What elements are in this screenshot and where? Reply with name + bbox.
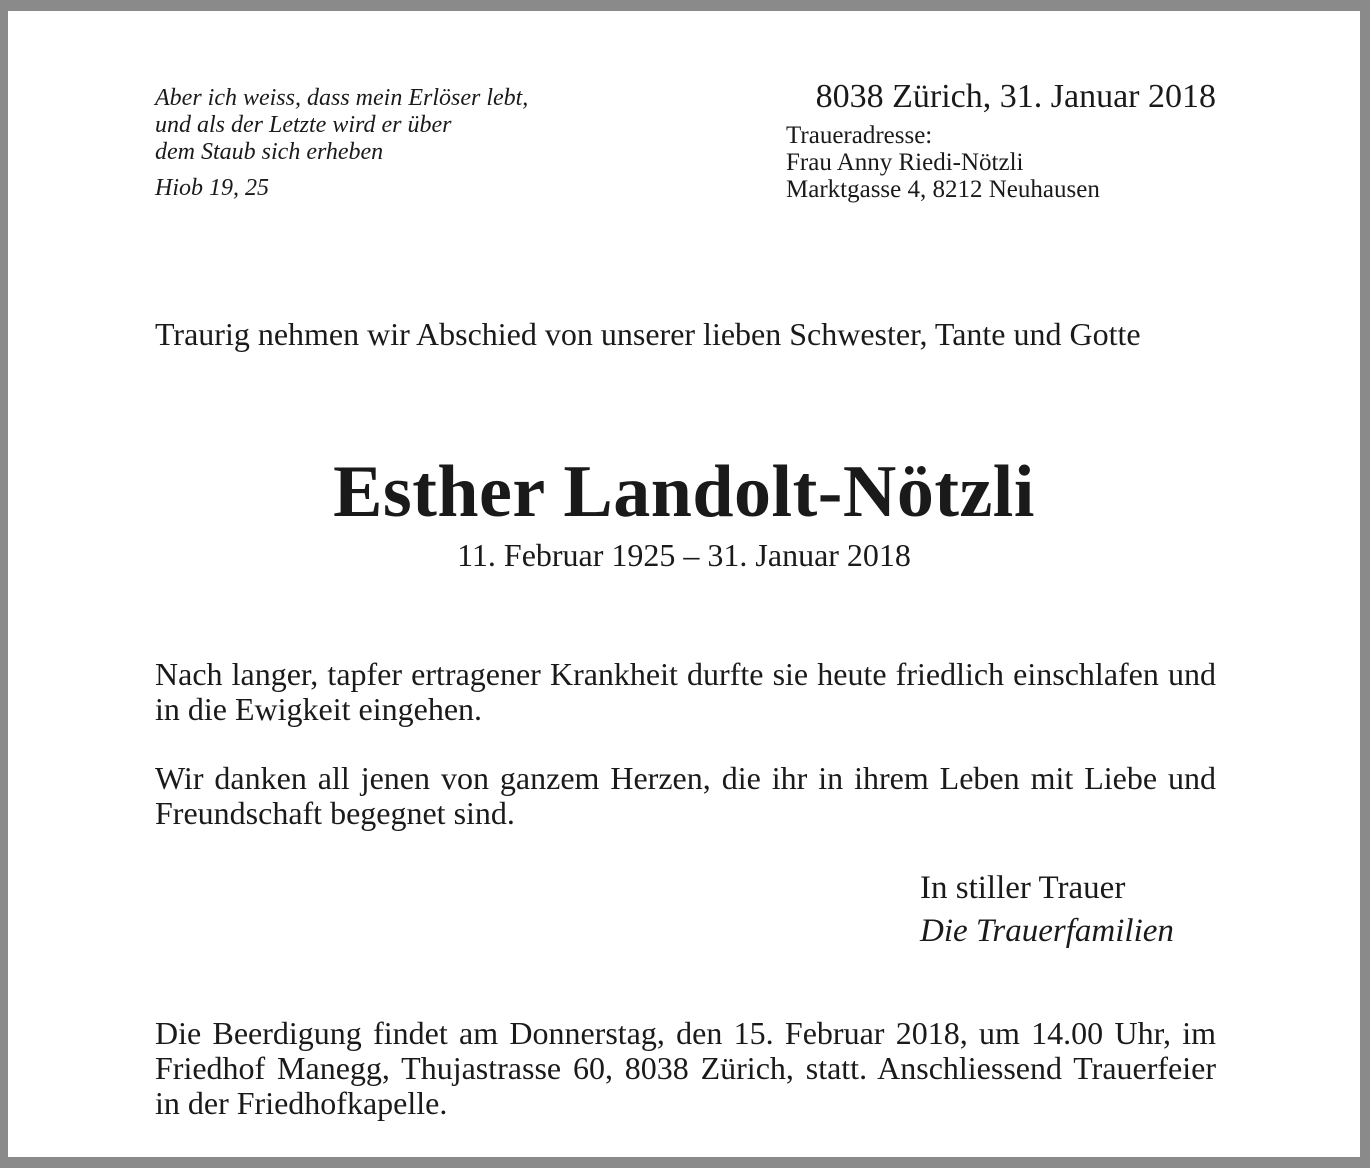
life-dates: 11. Februar 1925 – 31. Januar 2018 [457,537,911,573]
signature-family: Die Trauerfamilien [920,913,1174,949]
obituary-notice [8,11,1360,1157]
verse-line: dem Staub sich erheben [155,139,384,165]
signature [920,867,1174,953]
body-paragraph: Wir danken all jenen von ganzem Herzen, die ihr in ihrem Leben mit Liebe und Freundschaft begegnet sind. [155,760,1216,831]
address-street: Marktgasse 4, 8212 Neuhausen [786,176,1100,203]
funeral-details: Die Beerdigung findet am Donnerstag, den 15. Februar 2018, um 14.00 Uhr, im Friedhof Manegg, Thujastrasse 60, 8038 Zürich, statt. Anschliessend Trauerfeier in der Friedhofkapelle. [155,1015,1216,1121]
address-label: Traueradresse: [786,122,933,149]
verse-line: Aber ich weiss, dass mein Erlöser lebt, [155,85,529,111]
address-name: Frau Anny Riedi-Nötzli [786,149,1024,176]
deceased-name: Esther Landolt-Nötzli [333,451,1035,533]
intro-text: Traurig nehmen wir Abschied von unserer lieben Schwester, Tante und Gotte [155,316,1141,352]
signature-line: In stiller Trauer [920,870,1126,906]
body-paragraph: Nach langer, tapfer ertragener Krankheit durfte sie heute friedlich einschlafen und in die Ewigkeit eingehen. [155,656,1216,727]
place-and-date: 8038 Zürich, 31. Januar 2018 [815,78,1216,115]
verse-reference: Hiob 19, 25 [155,175,269,201]
mourning-address [786,122,1100,203]
verse-line: und als der Letzte wird er über [155,112,452,138]
bible-verse [155,85,675,166]
